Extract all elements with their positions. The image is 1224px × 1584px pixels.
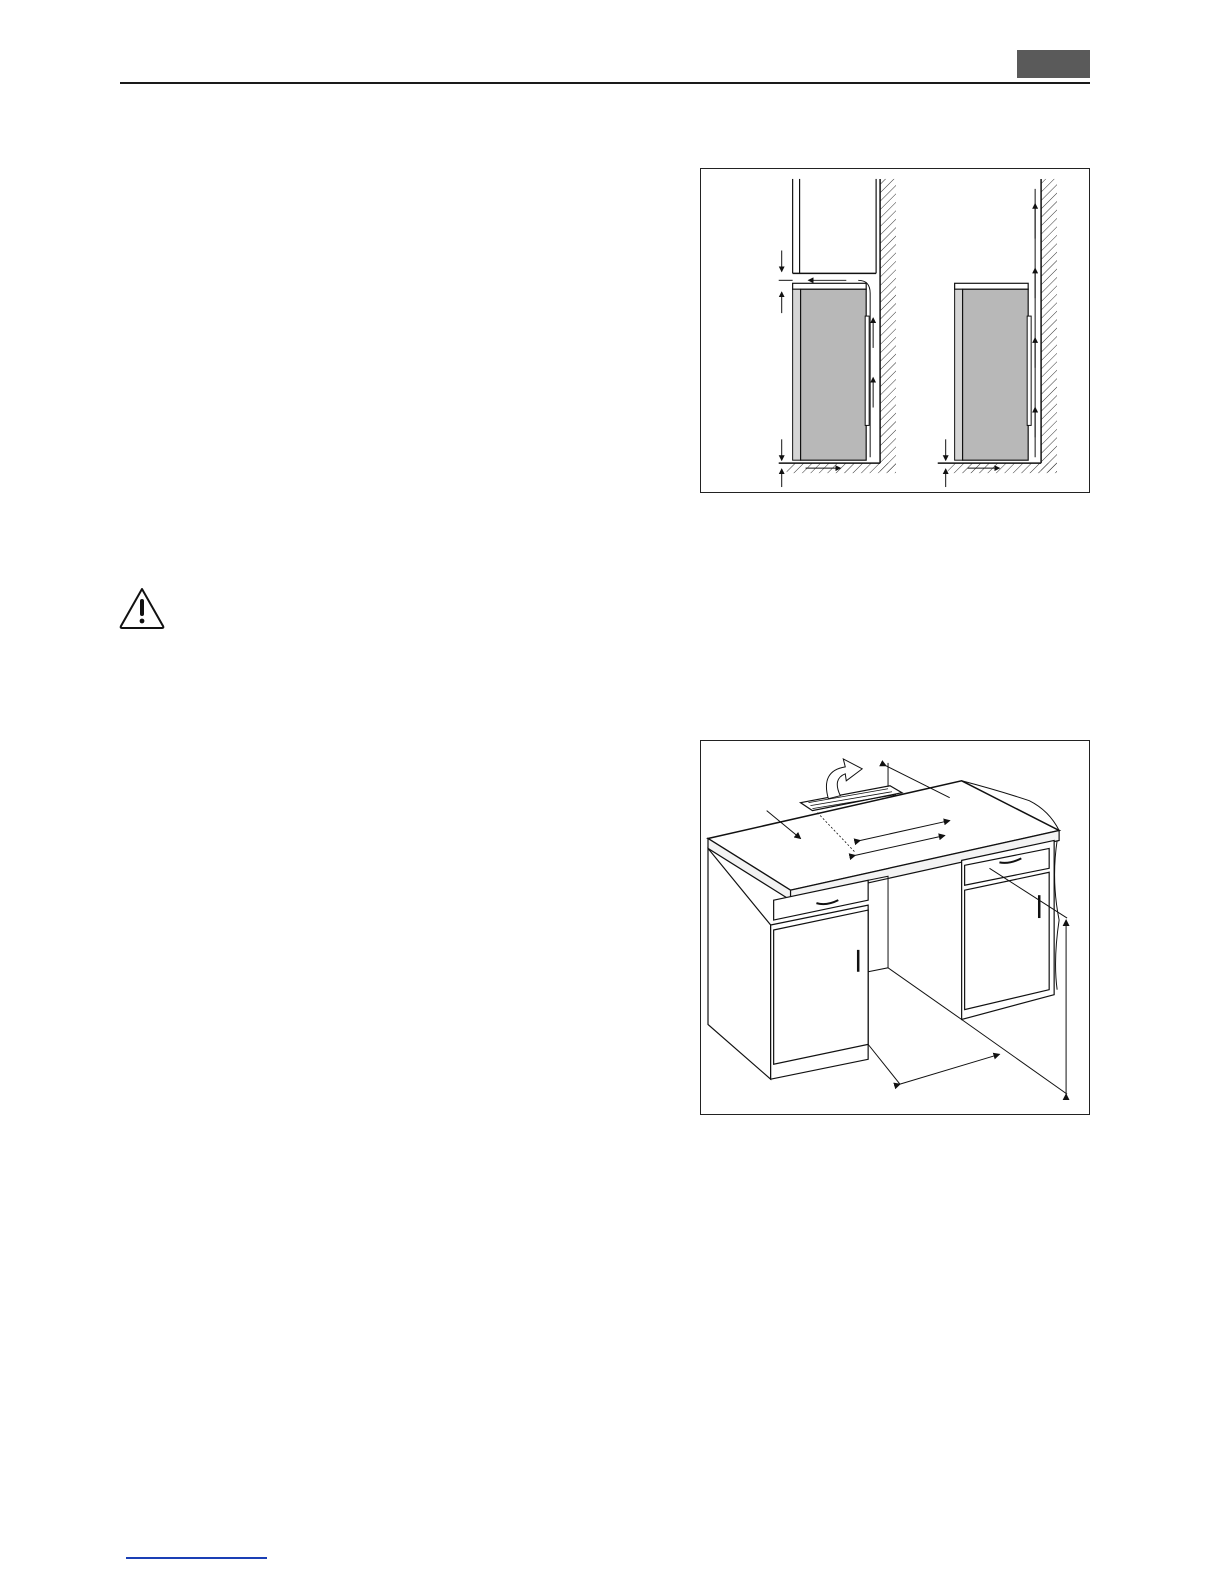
- warning-triangle-icon: [118, 586, 166, 630]
- built-in-cabinet-diagram: [700, 740, 1090, 1115]
- ventilation-diagram: [700, 168, 1090, 493]
- footer-link-underline[interactable]: [126, 1557, 267, 1559]
- page-header-tab: [1017, 50, 1090, 78]
- header-rule: [120, 82, 1090, 84]
